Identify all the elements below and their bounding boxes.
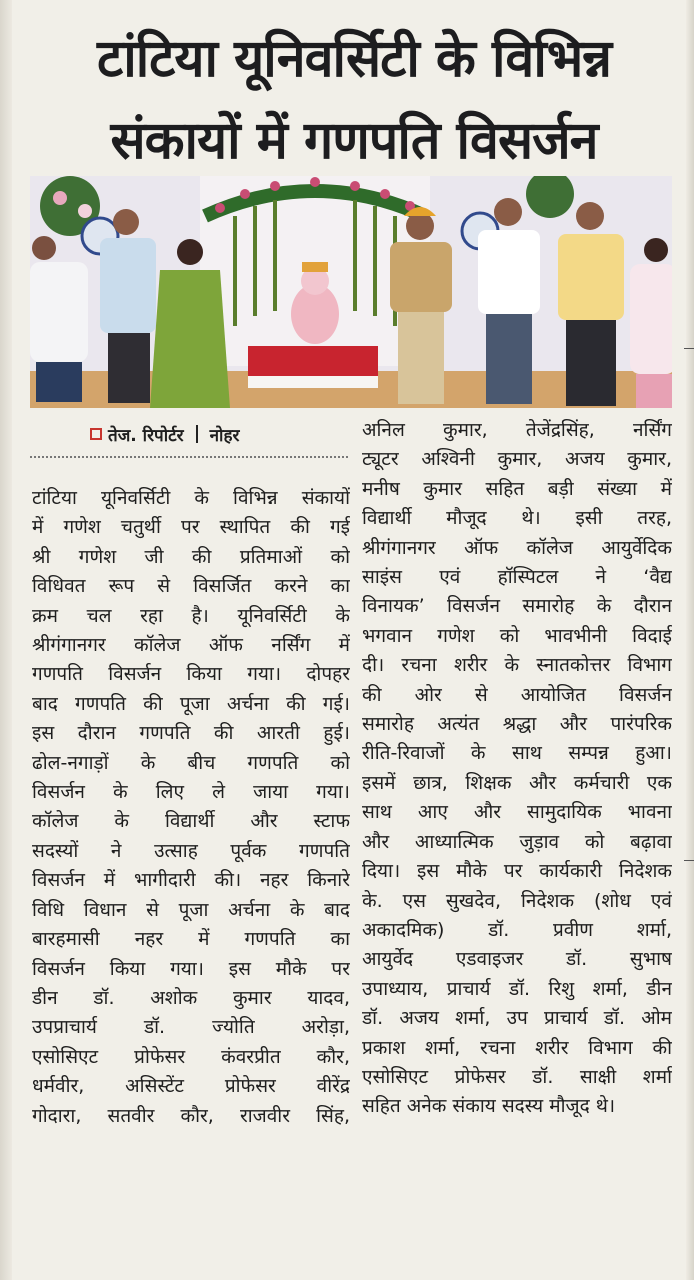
article-line: विसर्जन किया गया। इस मौके पर	[32, 957, 350, 980]
article-line: दिया। इस मौके पर कार्यकारी निदेशक	[362, 860, 672, 883]
article-line: सहित अनेक संकाय सदस्य मौजूद थे।	[362, 1095, 616, 1118]
article-line: गोदारा, सतवीर कौर, राजवीर सिंह,	[32, 1104, 350, 1127]
article-line: विधिवत रूप से विसर्जित करने का	[32, 575, 350, 598]
article-line: ढोल-नगाड़ों के बीच गणपति को	[32, 751, 350, 774]
article-line: उपाध्याय, प्राचार्य डॉ. रिशु शर्मा, डीन	[362, 977, 672, 1000]
article-line: बारहमासी नहर में गणपति का	[32, 928, 350, 951]
article-line: इसमें छात्र, शिक्षक और कर्मचारी एक	[362, 771, 672, 794]
byline-marker-icon	[90, 428, 102, 440]
article-line: डॉ. अजय शर्मा, उप प्राचार्य डॉ. ओम	[362, 1007, 672, 1030]
article-line: विसर्जन में भागीदारी की। नहर किनारे	[32, 869, 350, 892]
article-line: और आध्यात्मिक जुड़ाव को बढ़ावा	[362, 830, 672, 853]
article-column-1	[32, 484, 350, 1131]
article-line: मनीष कुमार सहित बड़ी संख्या में	[362, 477, 672, 500]
reporter-name: तेज. रिपोर्टर	[108, 425, 184, 446]
article-line: श्रीगंगानगर कॉलेज ऑफ नर्सिंग में	[32, 634, 350, 657]
article-line: विद्यार्थी मौजूद थे। इसी तरह,	[362, 507, 672, 530]
page-fold-left	[0, 0, 12, 1280]
article-line: साइंस एवं हॉस्पिटल ने ‘वैद्य	[362, 566, 672, 589]
article-line: विनायक’ विसर्जन समारोह के दौरान	[362, 595, 672, 618]
article-line: एसोसिएट प्रोफेसर कंवरप्रीत कौर,	[32, 1045, 350, 1068]
article-line: कॉलेज के विद्यार्थी और स्टाफ	[32, 810, 350, 833]
article-line: एसोसिएट प्रोफेसर डॉ. साक्षी शर्मा	[362, 1065, 672, 1088]
article-line: बाद गणपति की पूजा अर्चना की गई।	[32, 692, 350, 715]
article-line: डीन डॉ. अशोक कुमार यादव,	[32, 986, 350, 1009]
byline-rule	[30, 456, 348, 458]
news-photo	[30, 176, 672, 408]
byline	[90, 420, 239, 448]
group-photo-illustration	[30, 176, 672, 408]
article-line: ट्यूटर अश्विनी कुमार, अजय कुमार,	[362, 448, 672, 471]
column-guide-mark	[684, 860, 694, 861]
article-line: विधि विधान से पूजा अर्चना के बाद	[32, 898, 350, 921]
article-line: क्रम चल रहा है। यूनिवर्सिटी के	[32, 604, 350, 627]
article-line: श्रीगंगानगर ऑफ कॉलेज आयुर्वेदिक	[362, 536, 672, 559]
article-line: गणपति विसर्जन किया गया। दोपहर	[32, 663, 350, 686]
byline-divider	[196, 425, 198, 443]
article-line: विसर्जन के लिए ले जाया गया।	[32, 781, 350, 804]
article-line: अनिल कुमार, तेजेंद्रसिंह, नर्सिंग	[362, 419, 672, 441]
headline-line-2: संकायों में गणपति विसर्जन	[110, 111, 598, 171]
column-guide-mark	[684, 348, 694, 349]
headline	[24, 18, 684, 182]
article-line: की ओर से आयोजित विसर्जन	[362, 683, 672, 706]
article-line: दी। रचना शरीर के स्नातकोत्तर विभाग	[362, 654, 672, 677]
article-line: के. एस सुखदेव, निदेशक (शोध एवं	[362, 889, 672, 912]
article-line: साथ आए और सामुदायिक भावना	[362, 801, 672, 824]
article-line: उपप्राचार्य डॉ. ज्योति अरोड़ा,	[32, 1016, 350, 1039]
article-line: इस दौरान गणपति की आरती हुई।	[32, 722, 350, 745]
article-line: अकादमिक) डॉ. प्रवीण शर्मा,	[362, 918, 672, 941]
headline-line-1: टांटिया यूनिवर्सिटी के विभिन्न	[97, 29, 611, 89]
article-line: टांटिया यूनिवर्सिटी के विभिन्न संकायों	[32, 487, 350, 509]
article-line: समारोह अत्यंत श्रद्धा और पारंपरिक	[362, 713, 672, 736]
dateline-location: नोहर	[209, 425, 240, 446]
article-column-2	[362, 416, 672, 1122]
article-line: भगवान गणेश को भावभीनी विदाई	[362, 624, 672, 647]
article-line: धर्मवीर, असिस्टेंट प्रोफेसर वीरेंद्र	[32, 1075, 350, 1098]
article-line: आयुर्वेद एडवाइजर डॉ. सुभाष	[362, 948, 672, 971]
article-line: प्रकाश शर्मा, रचना शरीर विभाग की	[362, 1036, 672, 1059]
page-fold-right	[686, 0, 694, 1280]
article-line: रीति-रिवाजों के साथ सम्पन्न हुआ।	[362, 742, 672, 765]
article-line: में गणेश चतुर्थी पर स्थापित की गई	[32, 516, 350, 539]
article-line: श्री गणेश जी की प्रतिमाओं को	[32, 545, 350, 568]
article-line: सदस्यों ने उत्साह पूर्वक गणपति	[32, 839, 350, 862]
